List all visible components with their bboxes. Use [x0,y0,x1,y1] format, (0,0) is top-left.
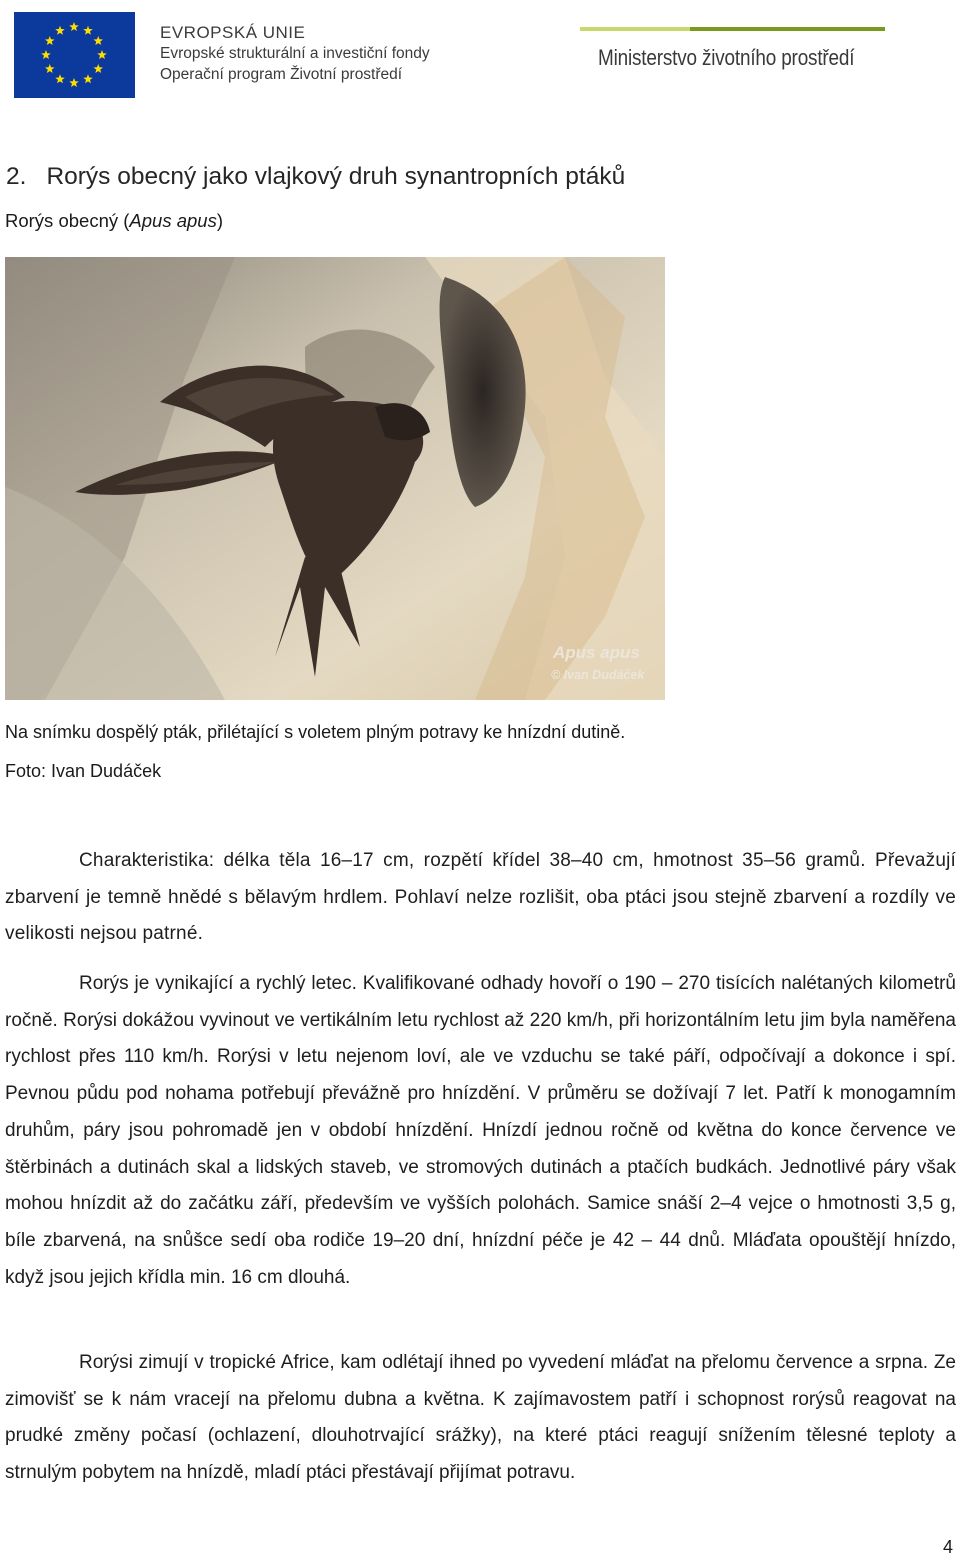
eu-star-icon [83,26,93,35]
page-number: 4 [943,1537,954,1557]
eu-logo-line3: Operační program Životní prostředí [160,66,403,83]
eu-star-icon [45,64,55,73]
photo-watermark-credit: © Ivan Dudáček [551,668,645,682]
eu-star-icon [55,26,65,35]
swift-photo [5,257,665,700]
section-number: 2. [6,163,27,190]
eu-logo-line1: EVROPSKÁ UNIE [160,23,306,42]
paragraph-characteristics: Charakteristika: délka těla 16–17 cm, rozpětí křídel 38–40 cm, hmotnost 35–56 gramů. Převažují zbarvení je temně hnědé s bělavým hrdlem. Pohlaví nelze rozlišit, oba ptáci jsou stejně zbarvení a rozdíly ve velikosti nejsou patrné. [5,850,956,945]
photo-credit: Foto: Ivan Dudáček [5,761,162,781]
ministry-logo-bar-light [580,27,690,31]
eu-stars-icon [14,12,135,98]
section-title: Rorýs obecný jako vlajkový druh synantropních ptáků [46,163,626,190]
eu-star-icon [93,36,103,45]
eu-flag-logo [14,12,135,98]
eu-star-icon [97,50,107,59]
photo-watermark-species: Apus apus [553,643,640,662]
species-latin-name: Apus apus [129,210,217,231]
eu-star-icon [83,74,93,83]
photo-caption: Na snímku dospělý pták, přilétající s voletem plným potravy ke hnízdní dutině. [5,722,626,742]
species-subheading: Rorýs obecný (Apus apus) [5,210,224,231]
paragraph-flight-and-breeding: Rorýs je vynikající a rychlý letec. Kvalifikované odhady hovoří o 190 – 270 tisících nalétaných kilometrů ročně. Rorýsi dokážou vyvinout ve vertikálním letu rychlost až 220 km/h, při horizontálním letu jim byla naměřena rychlost přes 110 km/h. Rorýsi v letu nejenom loví, ale ve vzduchu se také páří, odpočívají a dokonce i spí. Pevnou půdu pod nohama potřebují převážně pro hnízdění. V průměru se dožívají 7 let. Patří k monogamním druhům, páry jsou pohromadě jen v období hnízdění. Hnízdí jednou ročně od května do konce července ve štěrbinách a dutinách skal a lidských staveb, ve stromových dutinách a ptačích budkách. Jednotlivé páry však mohou hnízdit až do začátku září, především ve vyšších polohách. Samice snáší 2–4 vejce o hmotnosti 3,5 g, bíle zbarvená, na snůšce sedí oba rodiče 19–20 dní, hnízdní péče je 42 – 44 dnů. Mláďata opouštějí hnízdo, když jsou jejich křídla min. 16 cm dlouhá. [5,973,956,1288]
ministry-logo-text: Ministerstvo životního prostředí [598,45,855,70]
eu-star-icon [93,64,103,73]
eu-star-icon [69,22,79,31]
eu-star-icon [55,74,65,83]
eu-star-icon [69,78,79,87]
eu-logo-text [160,22,430,85]
eu-star-icon [41,50,51,59]
eu-logo-line2: Evropské strukturální a investiční fondy [160,45,430,62]
section-heading [6,163,625,191]
eu-star-icon [45,36,55,45]
species-name: Rorýs obecný [5,210,119,231]
ministry-logo-bar-dark [690,27,885,31]
swift-photo-illustration [5,257,665,700]
paragraph-migration: Rorýsi zimují v tropické Africe, kam odlétají ihned po vyvedení mláďat na přelomu července a srpna. Ze zimovišť se k nám vracejí na přelomu dubna a května. K zajímavostem patří i schopnost rorýsů reagovat na prudké změny počasí (ochlazení, dlouhotrvající srážky), na které ptáci reagují snížením tělesné teploty a strnulým pobytem na hnízdě, mladí ptáci přestávají přijímat potravu. [5,1352,956,1484]
